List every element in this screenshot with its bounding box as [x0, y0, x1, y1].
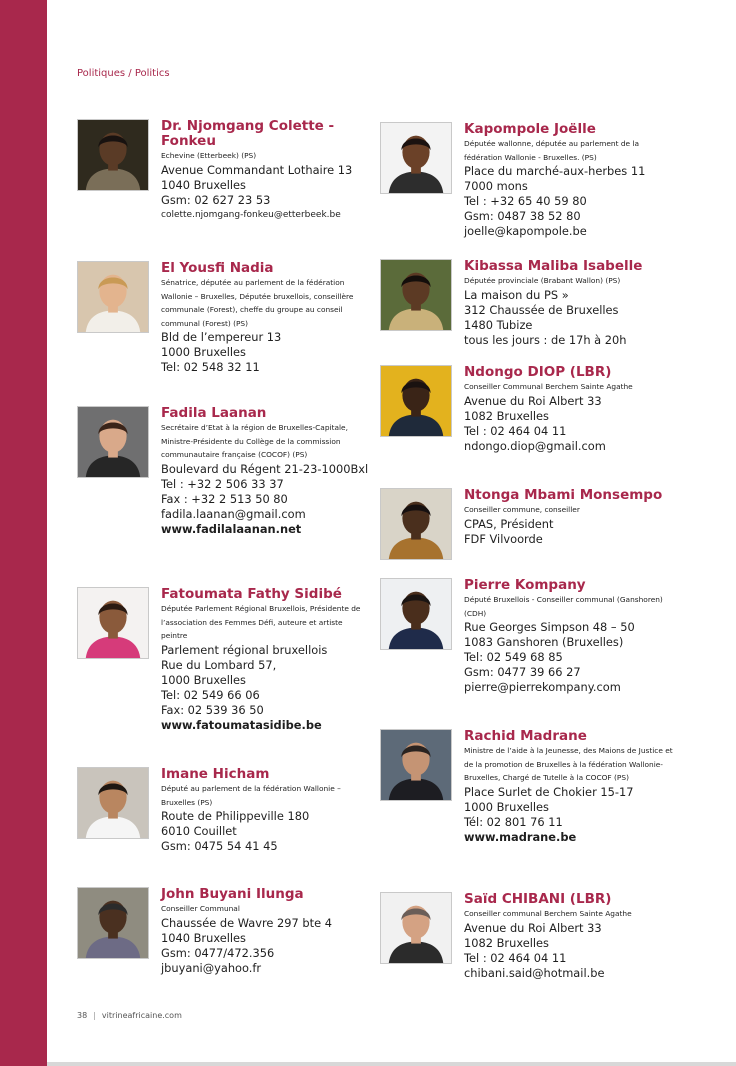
contact-line: chibani.said@hotmail.be	[464, 965, 605, 980]
person-role: Conseiller commune, conseiller	[464, 505, 580, 514]
person-name: El Yousfi Nadia	[161, 260, 274, 276]
person-role: Députée provinciale (Brabant Wallon) (PS)	[464, 276, 621, 285]
person-name: Fadila Laanan	[161, 405, 267, 421]
person-role: Secrétaire d’Etat à la région de Bruxelles-Capitale, Ministre-Présidente du Collège de la commission communautaire française (COCOF) (PS)	[161, 423, 348, 460]
contact-line: Gsm: 0487 38 52 80	[464, 209, 581, 224]
person-role: Député Bruxellois - Conseiller communal (Ganshoren) (CDH)	[464, 595, 663, 618]
portrait-photo	[77, 261, 149, 333]
contact-line: Rue Georges Simpson 48 – 50	[464, 620, 635, 635]
contact-line: 1480 Tubize	[464, 317, 533, 332]
portrait-photo	[380, 578, 452, 650]
contact-line: Gsm: 0477 39 66 27	[464, 665, 581, 680]
portrait-photo	[77, 406, 149, 478]
person-name: John Buyani Ilunga	[161, 886, 304, 902]
contact-info	[161, 261, 371, 375]
email-link[interactable]: colette.njomgang-fonkeu@etterbeek.be	[161, 209, 341, 220]
contact-info	[464, 259, 674, 348]
contact-line: Tel: 02 549 66 06	[161, 687, 260, 702]
contact-line: 7000 mons	[464, 179, 528, 194]
website-link[interactable]: www.fatoumatasidibe.be	[161, 717, 322, 732]
portrait-photo	[380, 729, 452, 801]
person-role: Conseiller Communal Berchem Sainte Agathe	[464, 382, 633, 391]
contact-line: Tel: 02 549 68 85	[464, 650, 563, 665]
contact-line: Gsm: 0477/472.356	[161, 945, 275, 960]
contact-line: 6010 Couillet	[161, 824, 237, 839]
contact-line: fadila.laanan@gmail.com	[161, 506, 306, 521]
portrait-photo	[380, 259, 452, 331]
contact-info	[464, 578, 674, 695]
person-role: Députée Parlement Régional Bruxellois, Présidente de l’association des Femmes Défi, auteure et artiste peintre	[161, 604, 361, 641]
person-name: Imane Hicham	[161, 766, 270, 782]
person-role: Conseiller communal Berchem Sainte Agathe	[464, 909, 632, 918]
person-name: Dr. Njomgang Colette - Fonkeu	[161, 118, 335, 149]
person-name: Kapompole Joëlle	[464, 121, 596, 137]
person-role: Conseiller Communal	[161, 904, 240, 913]
contact-line: Bld de l’empereur 13	[161, 330, 282, 345]
contact-info	[161, 767, 371, 854]
contact-line: Place Surlet de Chokier 15-17	[464, 784, 634, 799]
contact-line: Tel : +32 2 506 33 37	[161, 476, 284, 491]
contact-line: La maison du PS »	[464, 287, 569, 302]
contact-line: 1000 Bruxelles	[161, 345, 246, 360]
contact-line: Avenue Commandant Lothaire 13	[161, 162, 353, 177]
contact-line: pierre@pierrekompany.com	[464, 680, 621, 695]
contact-line: Gsm: 02 627 23 53	[161, 192, 271, 207]
contact-line: 1040 Bruxelles	[161, 177, 246, 192]
contact-info	[464, 365, 674, 454]
section-title: Politiques / Politics	[77, 68, 170, 79]
contact-line: Tel: 02 548 32 11	[161, 360, 260, 375]
contact-line: 1083 Ganshoren (Bruxelles)	[464, 635, 624, 650]
portrait-photo	[77, 119, 149, 191]
portrait-photo	[77, 767, 149, 839]
person-name: Ntonga Mbami Monsempo	[464, 487, 663, 503]
portrait-photo	[380, 488, 452, 560]
contact-line: Avenue du Roi Albert 33	[464, 393, 602, 408]
contact-line: 1082 Bruxelles	[464, 935, 549, 950]
contact-line: Gsm: 0475 54 41 45	[161, 839, 278, 854]
contact-line: joelle@kapompole.be	[464, 224, 587, 239]
person-role: Sénatrice, députée au parlement de la fédération Wallonie – Bruxelles, Députée bruxellois, conseillère communale (Forest), cheffe du groupe au conseil communal (Forest) (PS)	[161, 278, 354, 328]
contact-line: ndongo.diop@gmail.com	[464, 438, 606, 453]
portrait-photo	[380, 122, 452, 194]
person-name: Saïd CHIBANI (LBR)	[464, 891, 612, 907]
contact-line: Route de Philippeville 180	[161, 809, 310, 824]
contact-info	[161, 587, 371, 733]
person-role: Echevine (Etterbeek) (PS)	[161, 151, 257, 160]
contact-line: 1040 Bruxelles	[161, 930, 246, 945]
contact-info	[161, 119, 371, 223]
contact-line: Parlement régional bruxellois	[161, 642, 328, 657]
contact-line: FDF Vilvoorde	[464, 531, 543, 546]
bottom-rule	[47, 1062, 736, 1066]
contact-line: Boulevard du Régent 21-23-1000Bxl	[161, 461, 369, 476]
contact-line: Tel : 02 464 04 11	[464, 423, 567, 438]
portrait-photo	[380, 892, 452, 964]
contact-line: Rue du Lombard 57,	[161, 657, 277, 672]
contact-line: 1000 Bruxelles	[161, 672, 246, 687]
person-name: Ndongo DIOP (LBR)	[464, 364, 612, 380]
contact-line: Fax : +32 2 513 50 80	[161, 491, 288, 506]
person-role: Député au parlement de la fédération Wallonie – Bruxelles (PS)	[161, 784, 341, 807]
contact-info	[161, 406, 371, 537]
contact-line: 1082 Bruxelles	[464, 408, 549, 423]
contact-info	[464, 488, 674, 547]
sidebar-accent-bar	[0, 0, 47, 1066]
person-role: Ministre de l’aide à la Jeunesse, des Maions de Justice et de la promotion de Bruxelles à la fédération Wallonie-Bruxelles, Chargé de Tutelle à la COCOF (PS)	[464, 746, 673, 783]
contact-line: 312 Chaussée de Bruxelles	[464, 302, 619, 317]
contact-line: Tel : 02 464 04 11	[464, 950, 567, 965]
website-link[interactable]: www.fadilalaanan.net	[161, 521, 302, 536]
person-name: Rachid Madrane	[464, 728, 587, 744]
contact-line: 1000 Bruxelles	[464, 799, 549, 814]
contact-line: Fax: 02 539 36 50	[161, 702, 264, 717]
contact-line: CPAS, Président	[464, 516, 554, 531]
contact-line: jbuyani@yahoo.fr	[161, 960, 262, 975]
contact-line: Place du marché-aux-herbes 11	[464, 164, 646, 179]
footer-site: vitrineafricaine.com	[101, 1011, 182, 1020]
page-footer	[77, 1011, 182, 1020]
contact-line: Tél: 02 801 76 11	[464, 814, 563, 829]
contact-info	[464, 892, 674, 981]
person-name: Fatoumata Fathy Sidibé	[161, 586, 342, 602]
portrait-photo	[380, 365, 452, 437]
person-name: Kibassa Maliba Isabelle	[464, 258, 643, 274]
person-role: Députée wallonne, députée au parlement de la fédération Wallonie - Bruxelles. (PS)	[464, 139, 639, 162]
page-number: 38	[77, 1011, 88, 1020]
contact-info	[161, 887, 371, 976]
website-link[interactable]: www.madrane.be	[464, 829, 577, 844]
footer-separator: |	[93, 1011, 96, 1020]
person-name: Pierre Kompany	[464, 577, 586, 593]
contact-info	[464, 122, 674, 239]
contact-line: Chaussée de Wavre 297 bte 4	[161, 915, 332, 930]
contact-line: tous les jours : de 17h à 20h	[464, 332, 627, 347]
contact-line: Avenue du Roi Albert 33	[464, 920, 602, 935]
portrait-photo	[77, 587, 149, 659]
contact-info	[464, 729, 674, 845]
contact-line: Tel : +32 65 40 59 80	[464, 194, 587, 209]
portrait-photo	[77, 887, 149, 959]
